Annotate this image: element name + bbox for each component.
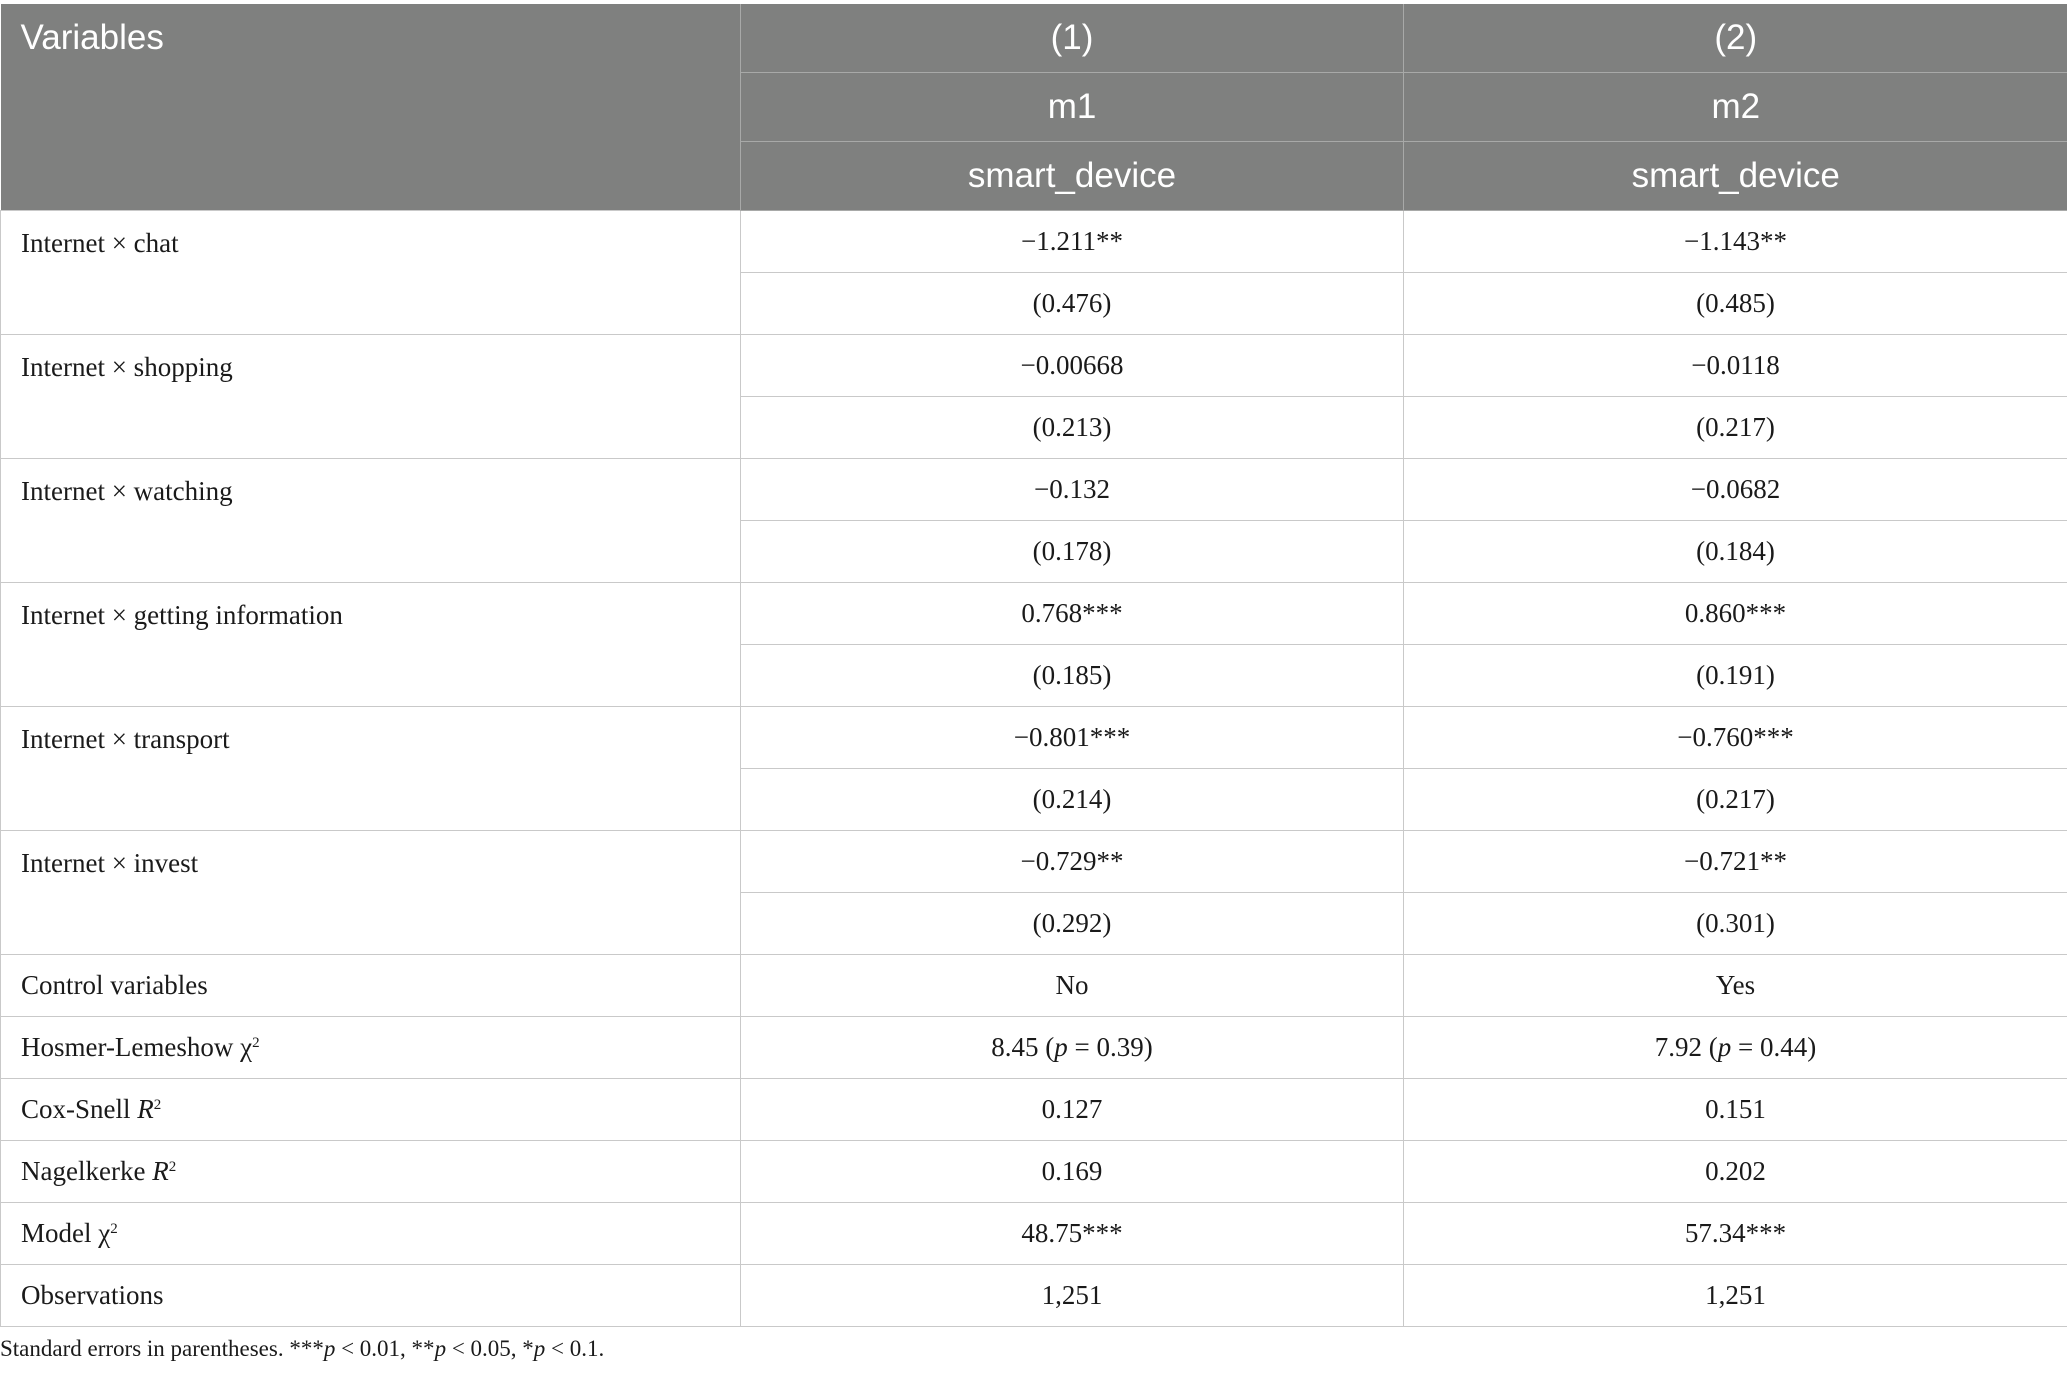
hosmer-m1-stat: 8.45 (	[991, 1032, 1055, 1062]
nagelkerke-label-r: R	[152, 1156, 169, 1186]
table-row-cox-snell	[1, 1079, 2067, 1141]
model-chi-m2: 57.34***	[1404, 1203, 2067, 1265]
coef-m2-watching: −0.0682	[1404, 459, 2067, 521]
hosmer-m1-p: p	[1054, 1032, 1068, 1062]
table-row-nagelkerke	[1, 1141, 2067, 1203]
hosmer-m1	[741, 1017, 1404, 1079]
hosmer-m1-rest: = 0.39)	[1067, 1032, 1153, 1062]
se-m2-watching: (0.184)	[1404, 521, 2067, 583]
table-row-observations	[1, 1265, 2067, 1327]
se-m1-information: (0.185)	[741, 645, 1404, 707]
cox-snell-m2: 0.151	[1404, 1079, 2067, 1141]
observations-m1: 1,251	[741, 1265, 1404, 1327]
row-label-control: Control variables	[1, 955, 741, 1017]
hosmer-m2-rest: = 0.44)	[1731, 1032, 1817, 1062]
nagelkerke-label-text: Nagelkerke	[21, 1156, 153, 1186]
coef-m2-chat: −1.143**	[1404, 211, 2067, 273]
row-label-nagelkerke	[1, 1141, 741, 1203]
row-label-watching: Internet × watching	[1, 459, 741, 583]
model-name-1: m1	[741, 73, 1404, 142]
coef-m1-chat: −1.211**	[741, 211, 1404, 273]
hosmer-m2-p: p	[1717, 1032, 1732, 1062]
table-row-hosmer	[1, 1017, 2067, 1079]
regression-table	[0, 4, 2067, 1327]
model-chi-label-superscript: 2	[110, 1221, 118, 1237]
table-row-information-coef	[1, 583, 2067, 645]
nagelkerke-label-superscript: 2	[168, 1159, 177, 1175]
dependent-variable-2: smart_device	[1404, 142, 2067, 211]
control-m2: Yes	[1404, 955, 2067, 1017]
footnote-p1: p	[323, 1336, 336, 1361]
se-m1-chat: (0.476)	[741, 273, 1404, 335]
column-number-2: (2)	[1404, 4, 2067, 73]
footnote-p2: p	[434, 1336, 447, 1361]
se-m2-chat: (0.485)	[1404, 273, 2067, 335]
row-label-information: Internet × getting information	[1, 583, 741, 707]
table-row-chat-coef	[1, 211, 2067, 273]
cox-snell-label-text: Cox-Snell	[21, 1094, 138, 1124]
coef-m2-transport: −0.760***	[1404, 707, 2067, 769]
row-label-chat: Internet × chat	[1, 211, 741, 335]
coef-m1-transport: −0.801***	[741, 707, 1404, 769]
row-label-observations: Observations	[1, 1265, 741, 1327]
table-header	[1, 4, 2067, 211]
column-number-1: (1)	[741, 4, 1404, 73]
coef-m1-information: 0.768***	[741, 583, 1404, 645]
coef-m2-information: 0.860***	[1404, 583, 2067, 645]
se-m1-transport: (0.214)	[741, 769, 1404, 831]
cox-snell-label-superscript: 2	[153, 1097, 162, 1113]
hosmer-m2-stat: 7.92 (	[1654, 1032, 1718, 1062]
se-m1-invest: (0.292)	[741, 893, 1404, 955]
nagelkerke-m1: 0.169	[741, 1141, 1404, 1203]
footnote-t1: < 0.01, **	[335, 1336, 435, 1361]
coef-m1-invest: −0.729**	[741, 831, 1404, 893]
table-row-watching-coef	[1, 459, 2067, 521]
se-m2-shopping: (0.217)	[1404, 397, 2067, 459]
se-m1-watching: (0.178)	[741, 521, 1404, 583]
row-label-model-chi	[1, 1203, 741, 1265]
model-name-2: m2	[1404, 73, 2067, 142]
row-label-cox-snell	[1, 1079, 741, 1141]
coef-m1-watching: −0.132	[741, 459, 1404, 521]
hosmer-m2	[1404, 1017, 2067, 1079]
model-chi-m1: 48.75***	[741, 1203, 1404, 1265]
table-row-model-chi	[1, 1203, 2067, 1265]
footnote-p3: p	[533, 1336, 546, 1361]
footnote-lead: Standard errors in parentheses. ***	[0, 1336, 324, 1361]
coef-m2-invest: −0.721**	[1404, 831, 2067, 893]
cox-snell-m1: 0.127	[741, 1079, 1404, 1141]
footnote-t3: < 0.1.	[545, 1336, 605, 1361]
cox-snell-label-r: R	[137, 1094, 154, 1124]
table-row-shopping-coef	[1, 335, 2067, 397]
table-row-invest-coef	[1, 831, 2067, 893]
observations-m2: 1,251	[1404, 1265, 2067, 1327]
nagelkerke-m2: 0.202	[1404, 1141, 2067, 1203]
table-footnote	[0, 1336, 604, 1362]
row-label-invest: Internet × invest	[1, 831, 741, 955]
se-m2-transport: (0.217)	[1404, 769, 2067, 831]
control-m1: No	[741, 955, 1404, 1017]
hosmer-label-superscript: 2	[252, 1035, 260, 1051]
coef-m1-shopping: −0.00668	[741, 335, 1404, 397]
dependent-variable-1: smart_device	[741, 142, 1404, 211]
footnote-t2: < 0.05, *	[446, 1336, 534, 1361]
table-body	[1, 211, 2067, 1327]
se-m1-shopping: (0.213)	[741, 397, 1404, 459]
se-m2-invest: (0.301)	[1404, 893, 2067, 955]
row-label-shopping: Internet × shopping	[1, 335, 741, 459]
table-row-transport-coef	[1, 707, 2067, 769]
model-chi-label-text: Model χ	[21, 1218, 111, 1248]
row-label-hosmer	[1, 1017, 741, 1079]
hosmer-label-text: Hosmer-Lemeshow χ	[21, 1032, 253, 1062]
coef-m2-shopping: −0.0118	[1404, 335, 2067, 397]
row-label-transport: Internet × transport	[1, 707, 741, 831]
variables-header: Variables	[1, 4, 741, 211]
table-row-control	[1, 955, 2067, 1017]
se-m2-information: (0.191)	[1404, 645, 2067, 707]
